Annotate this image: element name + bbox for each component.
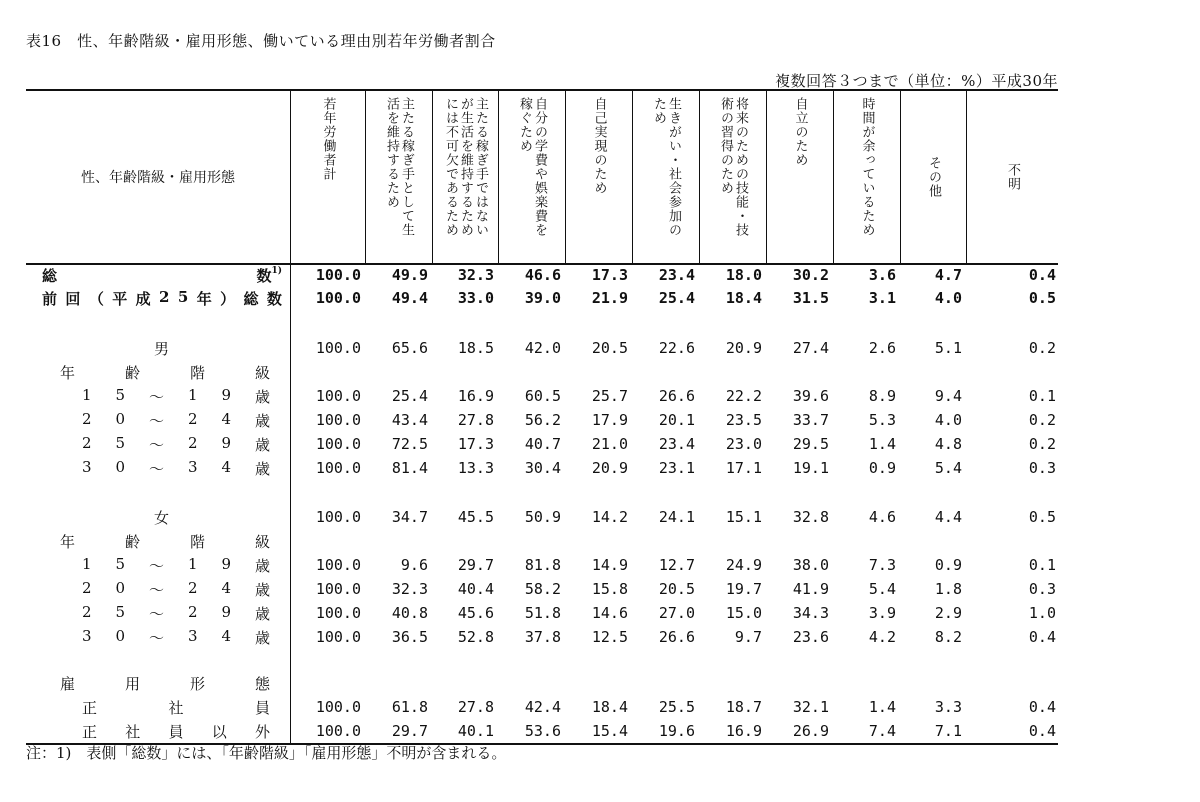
cell-value: 27.8 <box>457 698 494 716</box>
cell-value: 20.9 <box>591 459 628 477</box>
cell-value: 1.4 <box>868 435 896 453</box>
cell-value: 17.9 <box>591 411 628 429</box>
cell-value: 30.4 <box>524 459 561 477</box>
row-label-text: 1 5 ～ 1 9 歳 <box>82 554 270 575</box>
cell-value: 0.2 <box>1028 435 1056 453</box>
cell-value: 29.7 <box>391 722 428 740</box>
cell-value: 100.0 <box>315 339 361 357</box>
cell-value: 15.0 <box>725 604 762 622</box>
row-label-text: 男 <box>154 339 170 358</box>
cell-value: 18.0 <box>725 266 762 284</box>
column-header-text: 自己実現のため <box>591 97 607 195</box>
row-label-text: 年 齢 階 級 <box>60 532 270 551</box>
cell-value: 29.7 <box>457 556 494 574</box>
cell-value: 0.3 <box>1028 580 1056 598</box>
column-header-3 <box>432 91 498 263</box>
cell-value: 23.6 <box>792 628 829 646</box>
row-label <box>82 601 270 625</box>
table-row <box>26 553 1058 577</box>
cell-value: 17.3 <box>591 266 628 284</box>
column-header-text: 生きがい・社会参加のため <box>651 97 681 237</box>
cell-value: 33.7 <box>792 411 829 429</box>
cell-value: 46.6 <box>524 266 561 284</box>
cell-value: 32.3 <box>391 580 428 598</box>
cell-value: 18.7 <box>725 698 762 716</box>
cell-value: 30.2 <box>792 266 829 284</box>
row-label <box>82 456 270 480</box>
cell-value: 0.5 <box>1028 508 1056 526</box>
cell-value: 2.6 <box>868 339 896 357</box>
cell-value: 5.3 <box>868 411 896 429</box>
cell-value: 12.7 <box>658 556 695 574</box>
row-label <box>82 719 270 743</box>
row-label-text: 2 0 ～ 2 4 歳 <box>82 409 270 430</box>
cell-value: 23.4 <box>658 266 695 284</box>
cell-value: 20.1 <box>658 411 695 429</box>
cell-value: 0.4 <box>1028 698 1056 716</box>
table-row <box>26 529 1058 553</box>
cell-value: 27.0 <box>658 604 695 622</box>
cell-value: 0.4 <box>1028 722 1056 740</box>
column-header-text: 自分の学費や娯楽費を稼ぐため <box>517 97 547 237</box>
cell-value: 32.3 <box>457 266 494 284</box>
cell-value: 17.1 <box>725 459 762 477</box>
cell-value: 20.9 <box>725 339 762 357</box>
cell-value: 36.5 <box>391 628 428 646</box>
cell-value: 0.1 <box>1028 387 1056 405</box>
cell-value: 5.1 <box>934 339 962 357</box>
cell-value: 13.3 <box>457 459 494 477</box>
cell-value: 41.9 <box>792 580 829 598</box>
cell-value: 20.5 <box>658 580 695 598</box>
table-row <box>26 625 1058 649</box>
column-header-text: 不明 <box>1005 163 1020 191</box>
cell-value: 7.4 <box>868 722 896 740</box>
cell-value: 39.6 <box>792 387 829 405</box>
cell-value: 100.0 <box>315 508 361 526</box>
column-header-text: 若年労働者計 <box>320 97 336 181</box>
row-label-text: 2 0 ～ 2 4 歳 <box>82 578 270 599</box>
cell-value: 45.5 <box>457 508 494 526</box>
cell-value: 100.0 <box>315 387 361 405</box>
cell-value: 14.6 <box>591 604 628 622</box>
cell-value: 0.2 <box>1028 339 1056 357</box>
cell-value: 17.3 <box>457 435 494 453</box>
cell-value: 40.4 <box>457 580 494 598</box>
cell-value: 0.4 <box>1028 628 1056 646</box>
cell-value: 14.9 <box>591 556 628 574</box>
cell-value: 0.3 <box>1028 459 1056 477</box>
row-label <box>82 408 270 432</box>
table-row <box>26 456 1058 480</box>
cell-value: 25.7 <box>591 387 628 405</box>
column-header-1 <box>290 91 365 263</box>
table-row <box>26 695 1058 719</box>
row-label-text: 総 数 <box>42 266 272 285</box>
cell-value: 24.1 <box>658 508 695 526</box>
column-header-text: 将来のための技能・技術の習得のため <box>718 97 748 237</box>
cell-value: 60.5 <box>524 387 561 405</box>
cell-value: 34.7 <box>391 508 428 526</box>
cell-value: 100.0 <box>315 289 361 307</box>
row-label-header: 性、年齢階級・雇用形態 <box>81 170 235 186</box>
cell-value: 4.2 <box>868 628 896 646</box>
table-row <box>26 360 1058 384</box>
cell-value: 72.5 <box>391 435 428 453</box>
cell-value: 4.4 <box>934 508 962 526</box>
cell-value: 100.0 <box>315 411 361 429</box>
cell-value: 42.4 <box>524 698 561 716</box>
row-label-text: 2 5 ～ 2 9 歳 <box>82 602 270 623</box>
table-row <box>26 577 1058 601</box>
cell-value: 100.0 <box>315 722 361 740</box>
cell-value: 0.9 <box>868 459 896 477</box>
cell-value: 23.5 <box>725 411 762 429</box>
cell-value: 1.0 <box>1028 604 1056 622</box>
row-label-text: 正 社 員 <box>82 698 270 717</box>
cell-value: 23.0 <box>725 435 762 453</box>
column-header-11 <box>966 91 1058 263</box>
row-label <box>82 577 270 601</box>
row-label-text: 正 社 員 以 外 <box>82 722 270 741</box>
row-label-text: 年 齢 階 級 <box>60 363 270 382</box>
table-row <box>26 601 1058 625</box>
cell-value: 8.2 <box>934 628 962 646</box>
cell-value: 0.4 <box>1028 266 1056 284</box>
cell-value: 26.9 <box>792 722 829 740</box>
cell-value: 4.8 <box>934 435 962 453</box>
cell-value: 1.8 <box>934 580 962 598</box>
table-row <box>26 671 1058 695</box>
table-row <box>26 286 1058 310</box>
cell-value: 0.2 <box>1028 411 1056 429</box>
cell-value: 34.3 <box>792 604 829 622</box>
cell-value: 5.4 <box>934 459 962 477</box>
row-label <box>42 263 282 287</box>
cell-value: 16.9 <box>457 387 494 405</box>
cell-value: 15.4 <box>591 722 628 740</box>
column-header-2 <box>365 91 432 263</box>
table-row <box>26 384 1058 408</box>
row-label <box>60 671 270 695</box>
cell-value: 9.7 <box>734 628 762 646</box>
cell-value: 23.1 <box>658 459 695 477</box>
cell-value: 51.8 <box>524 604 561 622</box>
column-header-5 <box>565 91 632 263</box>
row-label-text: 3 0 ～ 3 4 歳 <box>82 626 270 647</box>
row-label <box>82 695 270 719</box>
cell-value: 45.6 <box>457 604 494 622</box>
row-label <box>82 625 270 649</box>
row-label <box>60 529 270 553</box>
row-label <box>154 505 184 529</box>
column-header-6 <box>632 91 699 263</box>
cell-value: 21.9 <box>591 289 628 307</box>
cell-value: 4.7 <box>934 266 962 284</box>
column-header-text: 自立のため <box>792 97 808 167</box>
cell-value: 4.6 <box>868 508 896 526</box>
cell-value: 25.4 <box>391 387 428 405</box>
cell-value: 24.9 <box>725 556 762 574</box>
cell-value: 27.8 <box>457 411 494 429</box>
cell-value: 26.6 <box>658 387 695 405</box>
table-row <box>26 408 1058 432</box>
cell-value: 9.6 <box>400 556 428 574</box>
cell-value: 49.9 <box>391 266 428 284</box>
table-row <box>26 505 1058 529</box>
cell-value: 29.5 <box>792 435 829 453</box>
cell-value: 26.6 <box>658 628 695 646</box>
cell-value: 58.2 <box>524 580 561 598</box>
cell-value: 100.0 <box>315 459 361 477</box>
cell-value: 40.8 <box>391 604 428 622</box>
table-title: 表16 性、年齢階級・雇用形態、働いている理由別若年労働者割合 <box>26 32 496 50</box>
cell-value: 3.9 <box>868 604 896 622</box>
cell-value: 32.8 <box>792 508 829 526</box>
cell-value: 31.5 <box>792 289 829 307</box>
cell-value: 4.0 <box>934 411 962 429</box>
cell-value: 25.5 <box>658 698 695 716</box>
cell-value: 27.4 <box>792 339 829 357</box>
column-header-8 <box>766 91 833 263</box>
table-row <box>26 432 1058 456</box>
cell-value: 53.6 <box>524 722 561 740</box>
cell-value: 43.4 <box>391 411 428 429</box>
cell-value: 14.2 <box>591 508 628 526</box>
row-label <box>82 384 270 408</box>
cell-value: 100.0 <box>315 604 361 622</box>
cell-value: 100.0 <box>315 435 361 453</box>
cell-value: 32.1 <box>792 698 829 716</box>
column-header-text: 時間が余っているため <box>859 97 875 237</box>
cell-value: 15.1 <box>725 508 762 526</box>
row-label <box>60 360 270 384</box>
table-row <box>26 336 1058 360</box>
cell-value: 0.5 <box>1028 289 1056 307</box>
cell-value: 7.3 <box>868 556 896 574</box>
cell-value: 22.2 <box>725 387 762 405</box>
table-row <box>26 719 1058 743</box>
cell-value: 49.4 <box>391 289 428 307</box>
cell-value: 3.3 <box>934 698 962 716</box>
cell-value: 1.4 <box>868 698 896 716</box>
cell-value: 12.5 <box>591 628 628 646</box>
row-label <box>82 553 270 577</box>
cell-value: 21.0 <box>591 435 628 453</box>
column-header-text: 主たる稼ぎ手として生活を維持するため <box>384 97 414 237</box>
unit-note: 複数回答３つまで（単位：%）平成30年 <box>775 72 1058 90</box>
table-row <box>26 263 1058 287</box>
cell-value: 9.4 <box>934 387 962 405</box>
cell-value: 100.0 <box>315 698 361 716</box>
cell-value: 4.0 <box>934 289 962 307</box>
row-label <box>82 432 270 456</box>
row-label-text: 前 回 （ 平 成 2 5 年 ） 総 数 <box>42 287 282 308</box>
cell-value: 33.0 <box>457 289 494 307</box>
cell-value: 81.8 <box>524 556 561 574</box>
cell-value: 18.4 <box>725 289 762 307</box>
cell-value: 22.6 <box>658 339 695 357</box>
row-label-text: 2 5 ～ 2 9 歳 <box>82 433 270 454</box>
cell-value: 100.0 <box>315 628 361 646</box>
cell-value: 23.4 <box>658 435 695 453</box>
cell-value: 50.9 <box>524 508 561 526</box>
cell-value: 25.4 <box>658 289 695 307</box>
cell-value: 40.7 <box>524 435 561 453</box>
cell-value: 61.8 <box>391 698 428 716</box>
cell-value: 100.0 <box>315 580 361 598</box>
cell-value: 20.5 <box>591 339 628 357</box>
cell-value: 0.9 <box>934 556 962 574</box>
column-header-9 <box>833 91 900 263</box>
cell-value: 37.8 <box>524 628 561 646</box>
cell-value: 100.0 <box>315 556 361 574</box>
column-header-text: その他 <box>926 156 941 198</box>
table-header <box>26 91 1058 265</box>
cell-value: 19.7 <box>725 580 762 598</box>
cell-value: 56.2 <box>524 411 561 429</box>
row-label <box>154 336 184 360</box>
footnote-marker: 1) <box>271 266 282 276</box>
cell-value: 5.4 <box>868 580 896 598</box>
cell-value: 0.1 <box>1028 556 1056 574</box>
cell-value: 19.6 <box>658 722 695 740</box>
row-label-text: 3 0 ～ 3 4 歳 <box>82 457 270 478</box>
cell-value: 15.8 <box>591 580 628 598</box>
cell-value: 16.9 <box>725 722 762 740</box>
column-header-7 <box>699 91 766 263</box>
column-header-text: 主たる稼ぎ手ではないが生活を維持するためには不可欠であるため <box>443 97 488 237</box>
cell-value: 18.5 <box>457 339 494 357</box>
cell-value: 81.4 <box>391 459 428 477</box>
cell-value: 52.8 <box>457 628 494 646</box>
cell-value: 65.6 <box>391 339 428 357</box>
row-label-text: 1 5 ～ 1 9 歳 <box>82 385 270 406</box>
cell-value: 3.6 <box>868 266 896 284</box>
cell-value: 42.0 <box>524 339 561 357</box>
cell-value: 100.0 <box>315 266 361 284</box>
column-header-4 <box>498 91 565 263</box>
row-label-text: 雇 用 形 態 <box>60 674 270 693</box>
data-table <box>26 89 1058 745</box>
cell-value: 40.1 <box>457 722 494 740</box>
cell-value: 39.0 <box>524 289 561 307</box>
cell-value: 18.4 <box>591 698 628 716</box>
cell-value: 19.1 <box>792 459 829 477</box>
column-header-10 <box>900 91 966 263</box>
cell-value: 8.9 <box>868 387 896 405</box>
cell-value: 3.1 <box>868 289 896 307</box>
cell-value: 2.9 <box>934 604 962 622</box>
row-label <box>42 286 282 310</box>
footnote: 注：1) 表側「総数」には、「年齢階級」「雇用形態」不明が含まれる。 <box>26 744 507 762</box>
row-label-text: 女 <box>154 508 170 527</box>
cell-value: 38.0 <box>792 556 829 574</box>
cell-value: 7.1 <box>934 722 962 740</box>
